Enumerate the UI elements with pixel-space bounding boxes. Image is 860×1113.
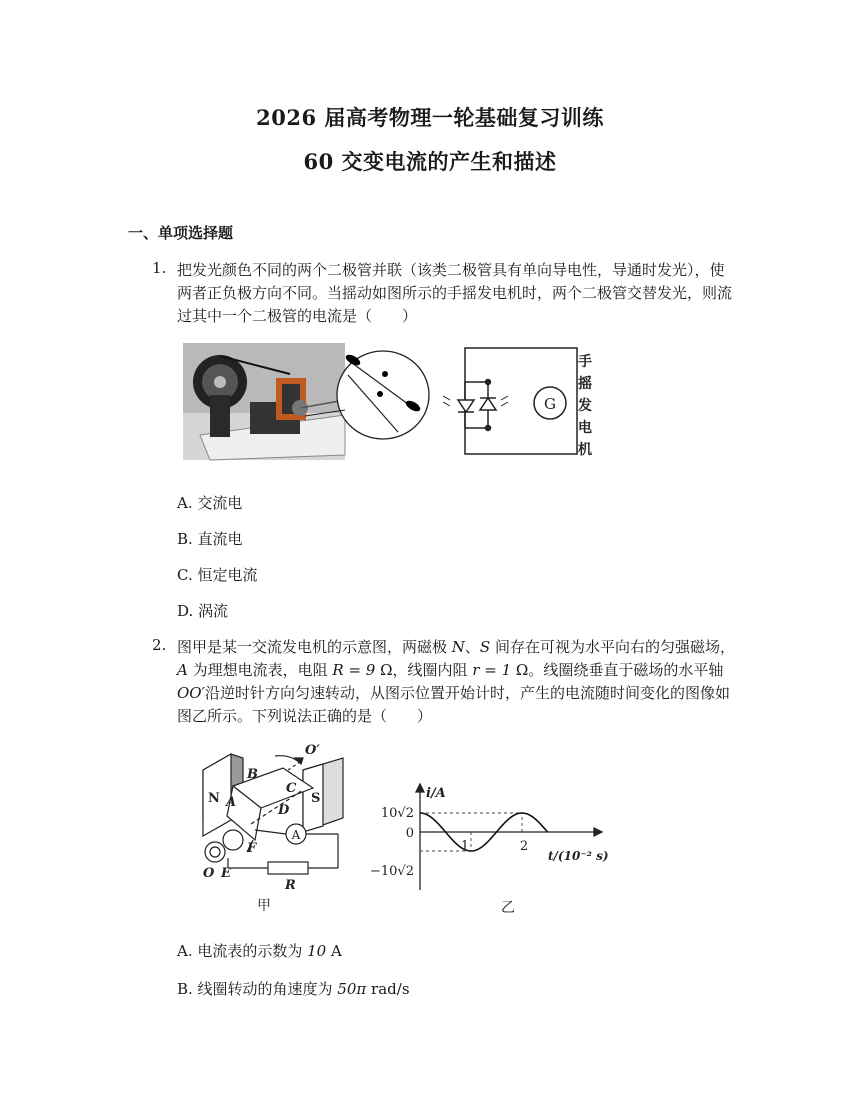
q1-option-b[interactable]: B. 直流电 — [177, 530, 243, 548]
svg-text:S: S — [311, 791, 321, 806]
svg-text:发: 发 — [578, 398, 592, 414]
hand-generator-photo — [183, 343, 345, 460]
q1-option-d[interactable]: D. 涡流 — [177, 602, 229, 620]
document-title: 2026 届高考物理一轮基础复习训练 — [256, 105, 604, 130]
q1-option-c[interactable]: C. 恒定电流 — [177, 566, 258, 584]
question-1-text: 把发光颜色不同的两个二极管并联（该类二极管具有单向导电性，导通时发光），使两者正负极方向不同。当摇动如图所示的手摇发电机时，两个二极管交替发光，则流过其中一个二极管的电流是（ ） — [177, 261, 733, 325]
g-symbol: G — [544, 395, 556, 413]
y-tick-zero: 0 — [405, 826, 414, 841]
svg-text:R: R — [285, 878, 296, 893]
question-2-number: 2. — [152, 636, 167, 654]
svg-text:摇: 摇 — [578, 376, 592, 392]
svg-text:机: 机 — [578, 442, 592, 458]
svg-text:手: 手 — [578, 354, 592, 370]
svg-text:A: A — [291, 828, 301, 842]
svg-text:A: A — [226, 795, 237, 810]
document-subtitle: 60 交变电流的产生和描述 — [303, 149, 557, 174]
diode-circuit — [443, 348, 577, 454]
svg-text:E: E — [221, 866, 231, 881]
x-axis-label: t/(10⁻² s) — [548, 849, 609, 863]
x-tick-1: 1 — [460, 839, 470, 854]
y-tick-min: −10√2 — [370, 864, 414, 879]
y-axis-label: i/A — [426, 786, 446, 801]
q2-option-a[interactable]: A. 电流表的示数为 10 A — [177, 942, 342, 960]
svg-text:B: B — [247, 767, 258, 782]
q1-option-a[interactable]: A. 交流电 — [177, 494, 243, 512]
generator-vertical-label — [577, 353, 592, 458]
svg-text:O′: O′ — [305, 743, 320, 758]
q2-option-b[interactable]: B. 线圈转动的角速度为 50π rad/s — [177, 980, 410, 998]
svg-text:F: F — [247, 841, 257, 856]
svg-text:电: 电 — [578, 420, 592, 436]
y-tick-max: 10√2 — [380, 806, 414, 821]
svg-text:D: D — [278, 803, 290, 818]
question-1-number: 1. — [152, 259, 167, 277]
generator-diagram — [193, 740, 358, 915]
figure-caption-jia: 甲 — [257, 898, 271, 914]
figure-caption-yi: 乙 — [501, 900, 515, 915]
section-heading: 一、单项选择题 — [128, 224, 234, 242]
question-2-text: 图甲是某一交流发电机的示意图，两磁极 N、S 间存在可视为水平向右的匀强磁场，A 为理想电流表，电阻 R = 9 Ω，线圈内阻 r = 1 Ω。线圈绕垂直于磁场的水平轴 OO′沿逆时针方向匀速转动，从图示位置开始计时，产生的电流随时间变化的图像如图乙所示。下列说法正确的是（ ） — [177, 638, 735, 725]
question-1-figure — [180, 340, 620, 465]
x-tick-2: 2 — [519, 839, 529, 854]
svg-text:N: N — [208, 791, 220, 806]
current-time-chart — [368, 780, 628, 915]
svg-text:O: O — [203, 866, 215, 881]
svg-text:C: C — [286, 781, 297, 796]
